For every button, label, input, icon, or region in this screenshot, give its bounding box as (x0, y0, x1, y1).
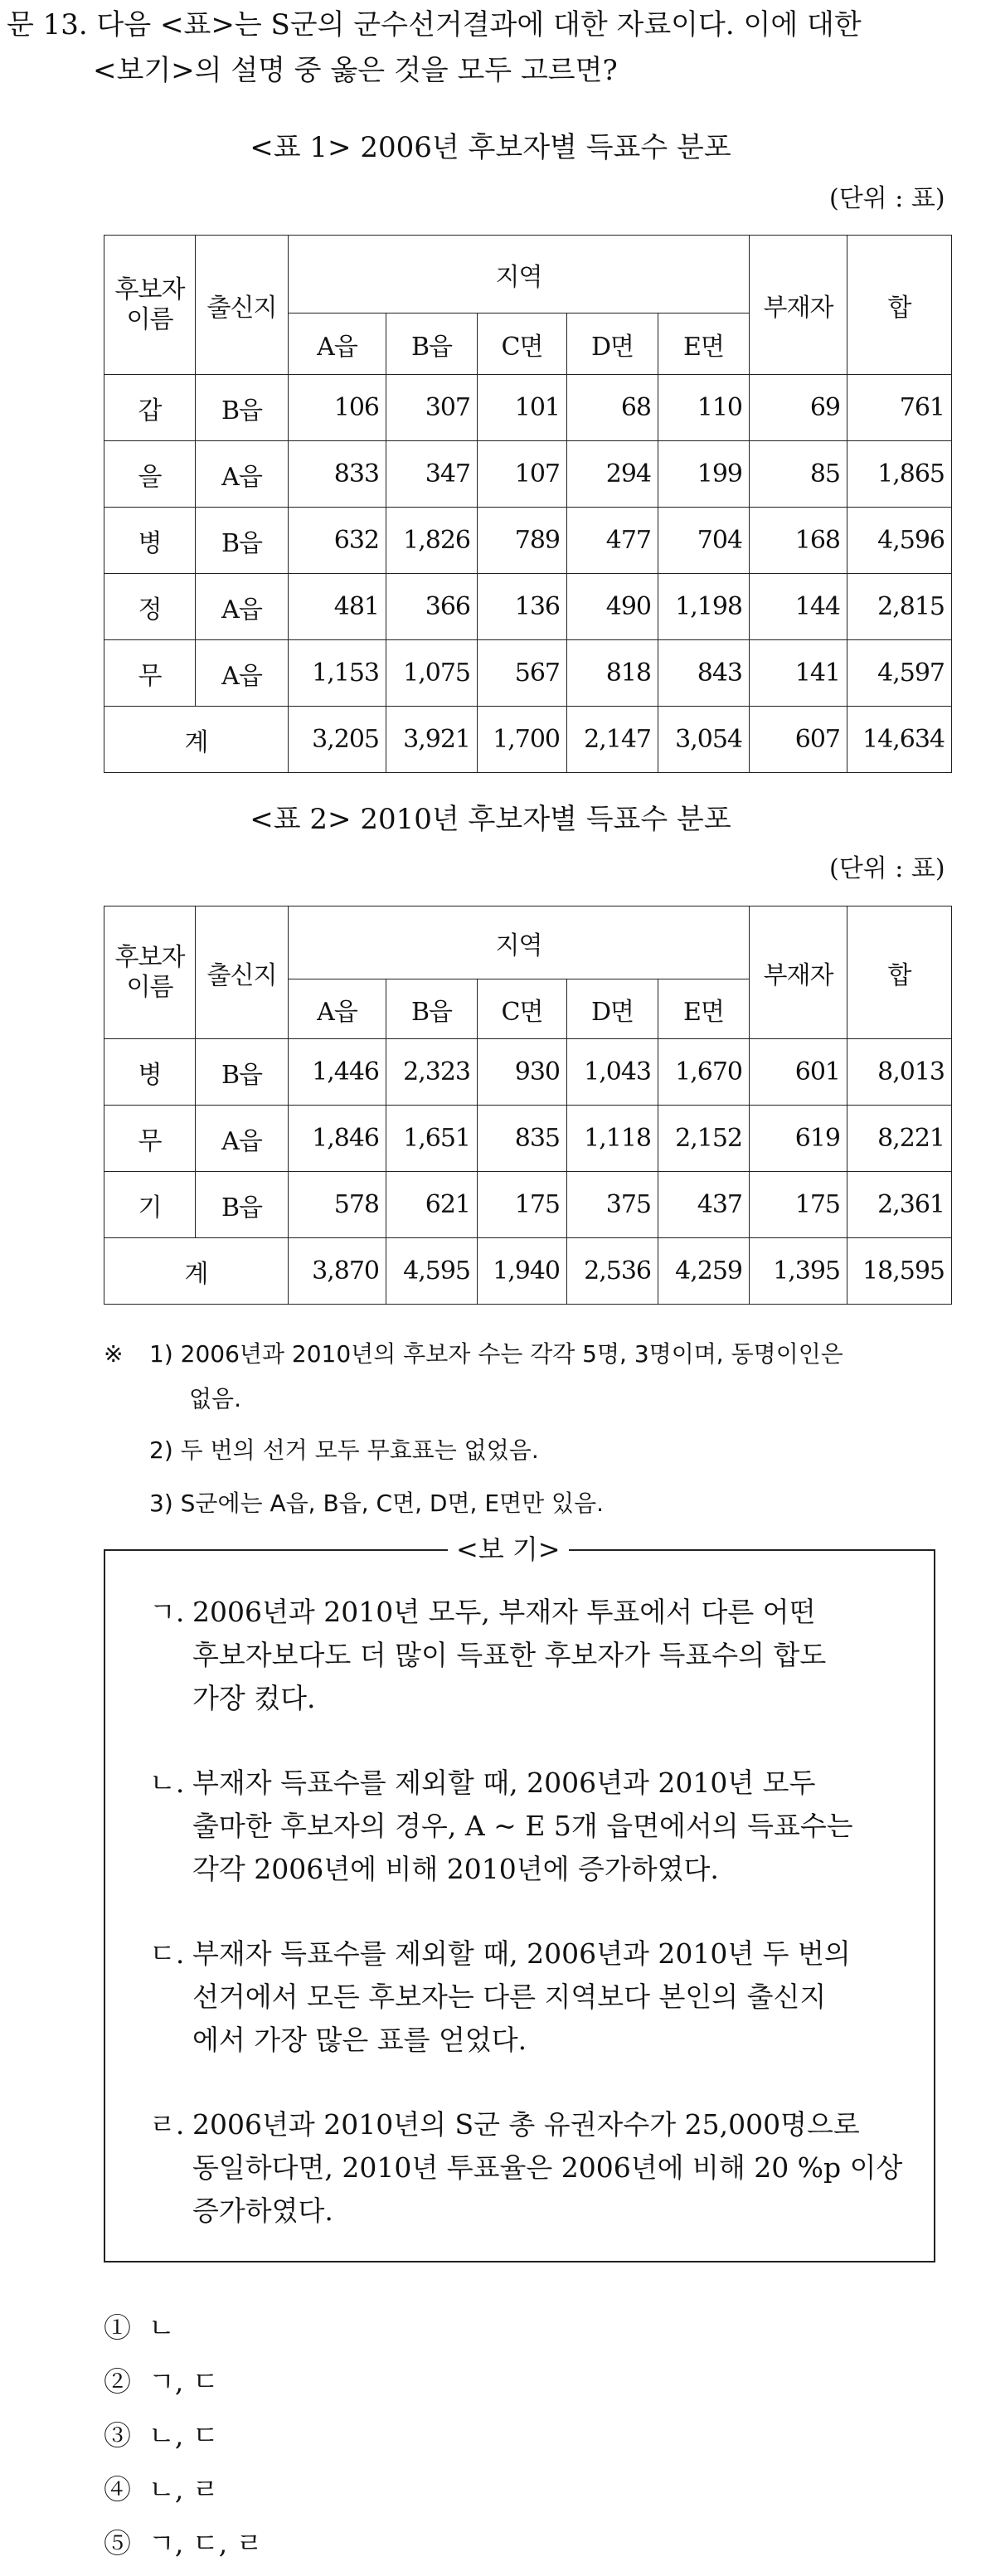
table1 (104, 235, 952, 773)
bogi-item-nieun: ㄴ. 부재자 득표수를 제외할 때, 2006년과 2010년 모두 출마한 후보자의 경우, A ~ E 5개 읍면에서의 득표수는 각각 2006년에 비해 2010년에 증가하였다. (149, 1767, 853, 1885)
choice-2[interactable]: ② ㄱ, ㄷ (104, 2365, 219, 2398)
header-total: 합 (847, 906, 952, 1039)
header-region-a: A읍 (289, 313, 386, 375)
header-candidate: 후보자 이름 (104, 906, 196, 1039)
choice-5[interactable]: ⑤ ㄱ, ㄷ, ㄹ (104, 2527, 263, 2559)
notes-mark: ※ (104, 1340, 124, 1368)
note-1-cont: 없음. (189, 1385, 241, 1412)
header-candidate: 후보자 이름 (104, 236, 196, 375)
choice-1[interactable]: ① ㄴ (104, 2311, 175, 2344)
bogi-item-digeut: ㄷ. 부재자 득표수를 제외할 때, 2006년과 2010년 두 번의 선거에서 모든 후보자는 다른 지역보다 본인의 출신지 에서 가장 많은 표를 얻었다. (149, 1937, 851, 2056)
table2 (104, 906, 952, 1305)
header-absentee: 부재자 (750, 906, 847, 1039)
header-region: 지역 (289, 906, 750, 979)
table-sum-row: 계 3,870 4,595 1,940 2,536 4,259 1,395 18,595 (104, 1238, 952, 1305)
table-row: 병 B읍 632 1,826 789 477 704 168 4,596 (104, 508, 952, 574)
choice-3[interactable]: ③ ㄴ, ㄷ (104, 2419, 219, 2452)
header-region-c: C면 (478, 313, 567, 375)
header-region-b: B읍 (386, 313, 478, 375)
bogi-item-giyeok: ㄱ. 2006년과 2010년 모두, 부재자 투표에서 다른 어떤 후보자보다도 더 많이 득표한 후보자가 득표수의 합도 가장 컸다. (149, 1596, 827, 1714)
table2-title: <표 2> 2010년 후보자별 득표수 분포 (250, 803, 731, 836)
table2-unit: (단위 : 표) (829, 854, 945, 883)
table-sum-row: 계 3,205 3,921 1,700 2,147 3,054 607 14,634 (104, 707, 952, 773)
header-region-a: A읍 (289, 979, 386, 1039)
choice-4[interactable]: ④ ㄴ, ㄹ (104, 2473, 219, 2506)
header-region-e: E면 (658, 313, 750, 375)
header-region-d: D면 (567, 313, 658, 375)
header-total: 합 (847, 236, 952, 375)
question-line-1: 문 13. 다음 <표>는 S군의 군수선거결과에 대한 자료이다. 이에 대한 (7, 8, 862, 41)
header-origin: 출신지 (196, 236, 289, 375)
question-line-2: <보기>의 설명 중 옳은 것을 모두 고르면? (93, 54, 618, 87)
table-row: 을 A읍 833 347 107 294 199 85 1,865 (104, 441, 952, 508)
header-region: 지역 (289, 236, 750, 313)
header-region-d: D면 (567, 979, 658, 1039)
table-row: 정 A읍 481 366 136 490 1,198 144 2,815 (104, 574, 952, 640)
table-row: 갑 B읍 106 307 101 68 110 69 761 (104, 375, 952, 441)
note-1: 1) 2006년과 2010년의 후보자 수는 각각 5명, 3명이며, 동명이인은 (149, 1340, 843, 1368)
table1-unit: (단위 : 표) (829, 184, 945, 213)
table-row: 무 A읍 1,153 1,075 567 818 843 141 4,597 (104, 640, 952, 707)
table-row: 기 B읍 578 621 175 375 437 175 2,361 (104, 1172, 952, 1238)
table-row: 병 B읍 1,446 2,323 930 1,043 1,670 601 8,013 (104, 1039, 952, 1106)
header-region-b: B읍 (386, 979, 478, 1039)
note-3: 3) S군에는 A읍, B읍, C면, D면, E면만 있음. (149, 1490, 605, 1517)
note-2: 2) 두 번의 선거 모두 무효표는 없었음. (149, 1436, 539, 1464)
table1-title: <표 1> 2006년 후보자별 득표수 분포 (250, 131, 731, 164)
header-region-e: E면 (658, 979, 750, 1039)
bogi-item-rieul: ㄹ. 2006년과 2010년의 S군 총 유권자수가 25,000명으로 동일하다면, 2010년 투표율은 2006년에 비해 20 %p 이상 증가하였다. (149, 2108, 903, 2227)
bogi-title: <보 기> (448, 1534, 569, 1564)
header-origin: 출신지 (196, 906, 289, 1039)
header-region-c: C면 (478, 979, 567, 1039)
table-row: 무 A읍 1,846 1,651 835 1,118 2,152 619 8,221 (104, 1106, 952, 1172)
header-absentee: 부재자 (750, 236, 847, 375)
